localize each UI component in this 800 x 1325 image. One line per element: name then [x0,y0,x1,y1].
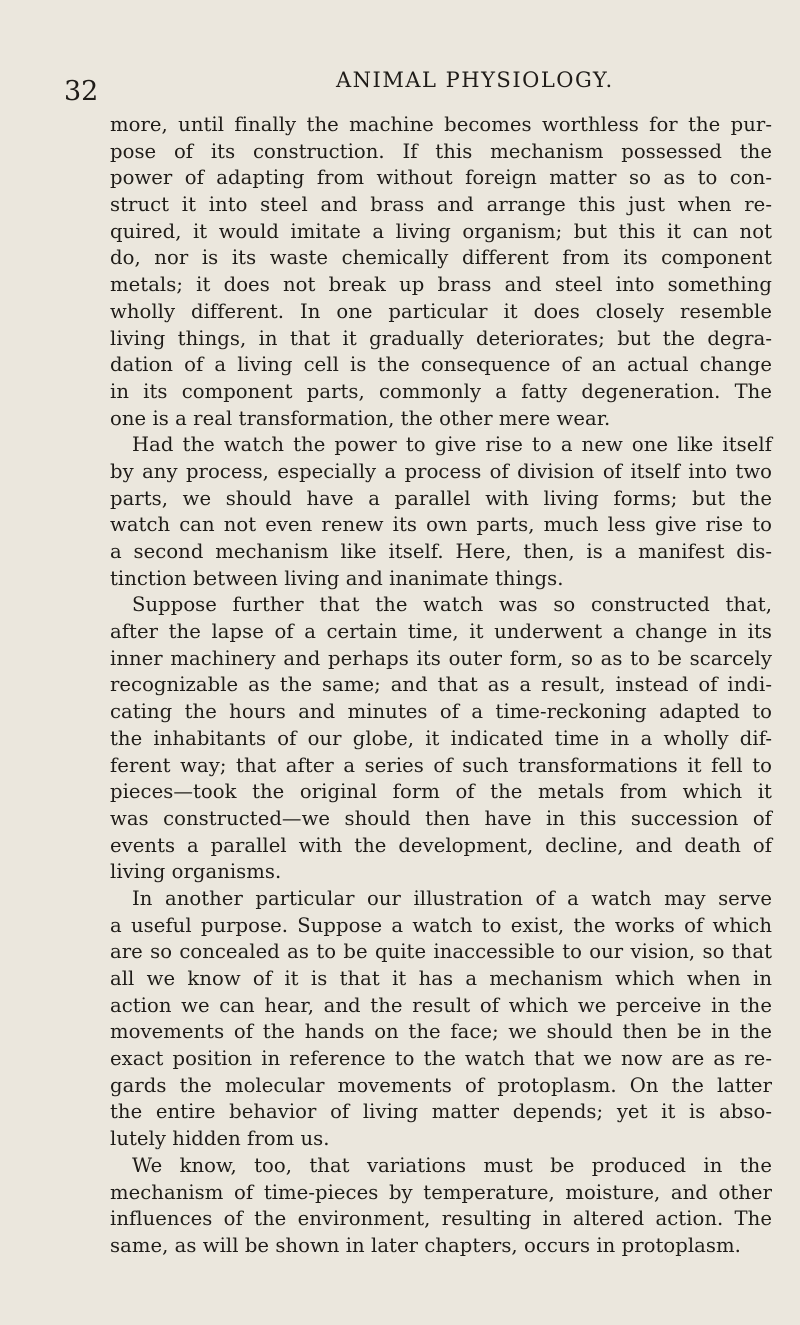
text-line: events a parallel with the development, decline, and death of [110,833,772,857]
text-line: watch can not even renew its own parts, much less give rise to [110,513,772,537]
text-line: one is a real transformation, the other mere wear. [110,406,611,430]
page-number: 32 [64,76,99,107]
text-line: influences of the environment, resulting in altered action. The [110,1207,772,1231]
text-line: living organisms. [110,860,282,884]
text-line: metals; it does not break up brass and steel into something [110,273,772,297]
text-line: gards the molecular movements of protoplasm. On the latter [110,1073,772,1097]
text-line: pieces—took the original form of the metals from which it [110,780,772,804]
text-line: are so concealed as to be quite inaccessible to our vision, so that [110,940,772,964]
text-line: Suppose further that the watch was so constructed that, [132,593,772,617]
text-line: Had the watch the power to give rise to a new one like itself [132,433,772,457]
text-line: struct it into steel and brass and arrange this just when re- [110,193,772,217]
text-line: mechanism of time-pieces by temperature, moisture, and other [110,1180,772,1204]
paragraph [110,1153,772,1260]
text-line: in its component parts, commonly a fatty degeneration. The [110,379,772,403]
page-header [0,62,800,107]
text-line: same, as will be shown in later chapters, occurs in protoplasm. [110,1233,741,1257]
text-line: more, until finally the machine becomes worthless for the pur- [110,113,772,136]
text-line: movements of the hands on the face; we should then be in the [110,1020,772,1044]
text-line: wholly different. In one particular it does closely resemble [110,299,772,323]
text-line: all we know of it is that it has a mechanism which when in [110,967,772,990]
text-line: In another particular our illustration of a watch may serve [132,886,772,910]
paragraph [110,112,772,432]
paragraph [110,592,772,886]
text-line: action we can hear, and the result of which we perceive in the [110,993,772,1017]
text-line: inner machinery and perhaps its outer form, so as to be scarcely [110,646,772,670]
body-text [110,112,772,1260]
text-line: the inhabitants of our globe, it indicated time in a wholly dif- [110,726,772,750]
text-line: ferent way; that after a series of such transformations it fell to [110,753,772,777]
text-line: tinction between living and inanimate things. [110,566,564,590]
text-line: parts, we should have a parallel with living forms; but the [110,486,772,510]
text-line: a useful purpose. Suppose a watch to exist, the works of which [110,913,772,937]
paragraph [110,432,772,592]
text-line: We know, too, that variations must be produced in the [132,1153,772,1177]
text-line: lutely hidden from us. [110,1127,330,1151]
running-title: ANIMAL PHYSIOLOGY. [336,68,614,92]
text-line: the entire behavior of living matter depends; yet it is abso- [110,1100,772,1124]
text-line: recognizable as the same; and that as a result, instead of indi- [110,673,772,697]
text-line: cating the hours and minutes of a time-reckoning adapted to [110,700,772,724]
text-line: living things, in that it gradually deteriorates; but the degra- [110,326,772,350]
text-line: exact position in reference to the watch that we now are as re- [110,1047,772,1071]
text-line: was constructed—we should then have in this succession of [110,806,772,830]
text-line: dation of a living cell is the consequence of an actual change [110,353,772,377]
text-line: quired, it would imitate a living organism; but this it can not [110,219,772,243]
text-line: power of adapting from without foreign matter so as to con- [110,166,772,190]
text-line: by any process, especially a process of division of itself into two [110,459,772,483]
text-line: after the lapse of a certain time, it underwent a change in its [110,620,772,644]
text-line: do, nor is its waste chemically different from its component [110,246,772,270]
text-line: pose of its construction. If this mechanism possessed the [110,139,772,163]
text-line: a second mechanism like itself. Here, then, is a manifest dis- [110,540,772,563]
paragraph [110,886,772,1153]
